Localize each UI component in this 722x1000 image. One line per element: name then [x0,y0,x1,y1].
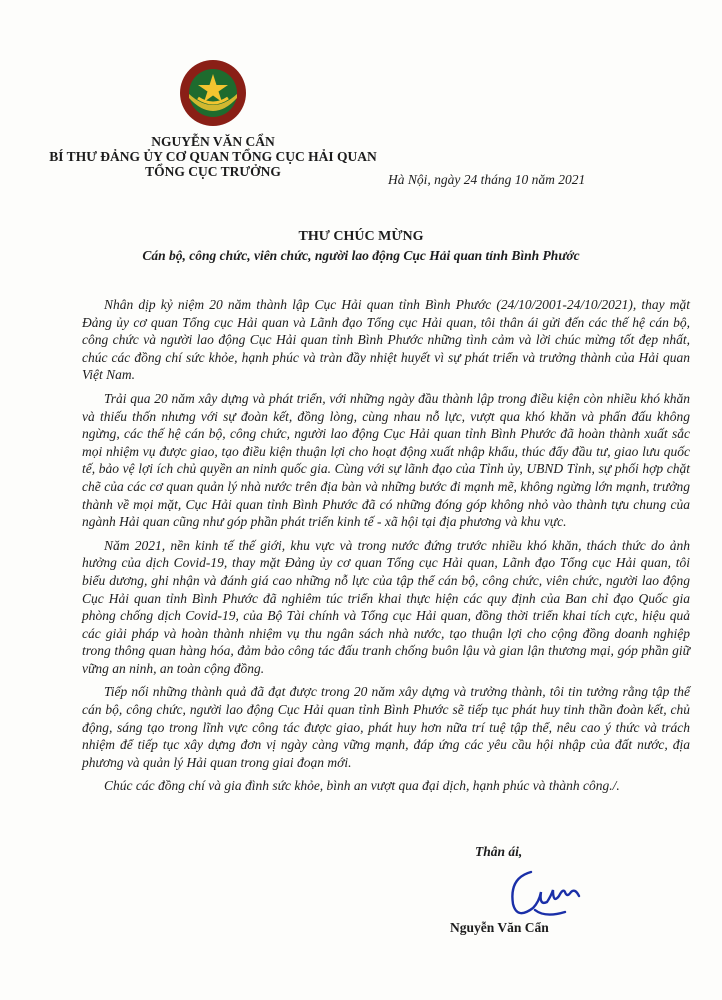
sender-role-2: TỔNG CỤC TRƯỞNG [145,164,281,179]
customs-emblem-icon [178,58,248,128]
sender-name: NGUYỄN VĂN CẨN [151,134,275,149]
closing-greeting: Thân ái, [475,844,523,859]
signer-name: Nguyễn Văn Cẩn [450,920,549,935]
letter-recipient: Cán bộ, công chức, viên chức, người lao động Cục Hải quan tỉnh Bình Phước [142,248,580,263]
paragraph-2: Trải qua 20 năm xây dựng và phát triển, với những ngày đầu thành lập trong điều kiện còn nhiều khó khăn và thiếu thốn nhưng với sự đoàn kết, đồng lòng, cùng nhau nỗ lực, vượt qua khó khăn và phấn đấu không ngừng, các thế hệ cán bộ, công chức, người lao động Cục Hải quan tỉnh Bình Phước đã hoàn thành xuất sắc mọi nhiệm vụ được giao, tạo điều kiện thuận lợi cho hoạt động xuất nhập khẩu, thúc đẩy đầu tư, giao lưu quốc tế, bảo vệ lợi ích chủ quyền an ninh quốc gia. Cùng với sự lãnh đạo của Tỉnh ủy, UBND Tỉnh, sự phối hợp chặt chẽ của các cơ quan quản lý nhà nước trên địa bàn và những bước đi mạnh mẽ, không ngừng lớn mạnh, trưởng thành về mọi mặt, Cục Hải quan tỉnh Bình Phước đã có những đóng góp không nhỏ vào thành tựu chung của ngành Hải quan cũng như góp phần phát triển kinh tế - xã hội tại địa phương và khu vực. [82,390,690,530]
paragraph-5: Chúc các đồng chí và gia đình sức khỏe, bình an vượt qua đại dịch, hạnh phúc và thành công./. [104,778,620,794]
letter-date: Hà Nội, ngày 24 tháng 10 năm 2021 [388,172,586,187]
sender-role-1: BÍ THƯ ĐẢNG ỦY CƠ QUAN TỔNG CỤC HẢI QUAN [49,149,377,164]
letter-body [82,296,690,801]
paragraph-3: Năm 2021, nền kinh tế thế giới, khu vực và trong nước đứng trước nhiều khó khăn, thách thức do ảnh hưởng của dịch Covid-19, thay mặt Đảng ủy cơ quan Tổng cục Hải quan, Lãnh đạo Tổng cục Hải quan, tôi biểu dương, ghi nhận và đánh giá cao những nỗ lực của tập thể cán bộ, công chức, viên chức, người lao động Cục Hải quan tỉnh Bình Phước đã nghiêm túc triển khai thực hiện các quy định của Ban chỉ đạo Quốc gia phòng chống dịch Covid-19, của Bộ Tài chính và Tổng cục Hải quan, đồng thời triển khai tích cực, hiệu quả các giải pháp và hoàn thành nhiệm vụ thu ngân sách nhà nước, tạo thuận lợi cho cộng đồng doanh nghiệp trong thông quan hàng hóa, đảm bảo công tác đấu tranh chống buôn lậu và gian lận thương mại, góp phần giữ vững an ninh, an toàn cộng đồng. [82,537,690,676]
paragraph-4: Tiếp nối những thành quả đã đạt được trong 20 năm xây dựng và trưởng thành, tôi tin tưởng rằng tập thể cán bộ, công chức, người lao động Cục Hải quan tỉnh Bình Phước sẽ tiếp tục phát huy tinh thần đoàn kết, chủ động, sáng tạo trong lĩnh vực công tác được giao, phát huy hơn nữa trí tuệ tập thể, nêu cao ý thức và trách nhiệm để tiếp tục xây dựng đơn vị ngày càng vững mạnh, đáp ứng các yêu cầu hội nhập của đất nước, địa phương và quản lý Hải quan trong giai đoạn mới. [82,684,690,770]
letter-title: THƯ CHÚC MỪNG [298,229,424,244]
handwritten-signature [505,862,595,927]
sender-header [28,134,398,179]
paragraph-1: Nhân dịp kỷ niệm 20 năm thành lập Cục Hải quan tỉnh Bình Phước (24/10/2001-24/10/2021), thay mặt Đảng ủy cơ quan Tổng cục Hải quan và Lãnh đạo Tổng cục Hải quan, tôi thân ái gửi đến các thế hệ cán bộ, công chức và người lao động Cục Hải quan tỉnh Bình Phước những tình cảm và lời chúc mừng tốt đẹp nhất, chúc các đồng chí sức khỏe, hạnh phúc và tràn đầy nhiệt huyết vì sự phát triển và trưởng thành của Hải quan Việt Nam. [82,297,690,383]
